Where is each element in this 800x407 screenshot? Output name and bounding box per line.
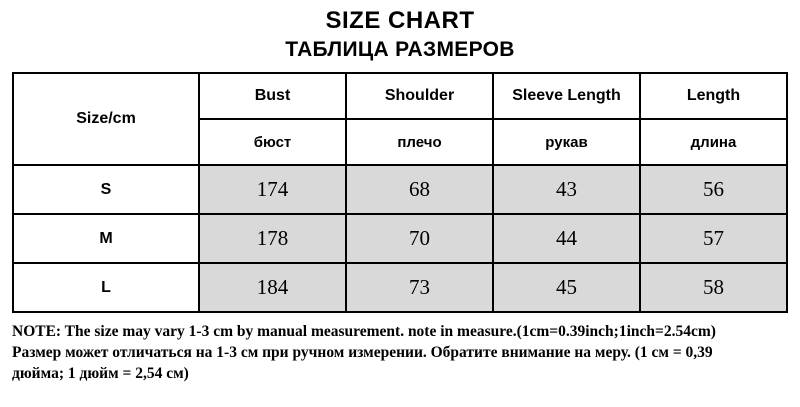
cell-l-length: 58: [640, 263, 787, 312]
title-block: [12, 6, 788, 64]
size-label-s: S: [100, 180, 112, 198]
cell-l-sleeve-length: 45: [493, 263, 640, 312]
size-label-l: L: [101, 278, 111, 296]
cell-s-shoulder: 68: [346, 165, 493, 214]
cell-m-length: 57: [640, 214, 787, 263]
note-line-russian-1: Размер может отличаться на 1-3 см при ручном измерении. Обратите внимание на меру. (1 см = 0,39: [12, 344, 713, 361]
header-cell-bust-ru: бюст: [199, 119, 346, 165]
measurement-note: [12, 321, 796, 384]
size-chart-table: [12, 72, 788, 313]
size-label-m: M: [99, 229, 113, 247]
header-cell-size: [13, 73, 199, 165]
cell-s-bust: 174: [199, 165, 346, 214]
note-line-russian-2: дюйма; 1 дюйм = 2,54 см): [12, 365, 189, 382]
cell-m-shoulder: 70: [346, 214, 493, 263]
table-row: [13, 165, 787, 214]
table-row: [13, 214, 787, 263]
cell-s-length: 56: [640, 165, 787, 214]
header-cell-sleeve-length-ru: рукав: [493, 119, 640, 165]
cell-l-shoulder: 73: [346, 263, 493, 312]
header-cell-shoulder-en: Shoulder: [346, 73, 493, 119]
cell-m-sleeve-length: 44: [493, 214, 640, 263]
header-cell-length-ru: длина: [640, 119, 787, 165]
title-english: SIZE CHART: [325, 7, 475, 34]
row-size-s: [13, 165, 199, 214]
note-line-english: NOTE: The size may vary 1-3 cm by manual measurement. note in measure.(1cm=0.39inch;1inch=2.54cm): [12, 323, 716, 340]
table-row: [13, 263, 787, 312]
row-size-m: [13, 214, 199, 263]
row-size-l: [13, 263, 199, 312]
header-cell-sleeve-length-en: Sleeve Length: [493, 73, 640, 119]
header-cell-shoulder-ru: плечо: [346, 119, 493, 165]
title-russian: ТАБЛИЦА РАЗМЕРОВ: [285, 38, 515, 61]
cell-m-bust: 178: [199, 214, 346, 263]
cell-s-sleeve-length: 43: [493, 165, 640, 214]
table-header-row-english: [13, 73, 787, 119]
header-cell-bust-en: Bust: [199, 73, 346, 119]
header-cell-length-en: Length: [640, 73, 787, 119]
header-size-label: Size/cm: [76, 110, 136, 127]
cell-l-bust: 184: [199, 263, 346, 312]
